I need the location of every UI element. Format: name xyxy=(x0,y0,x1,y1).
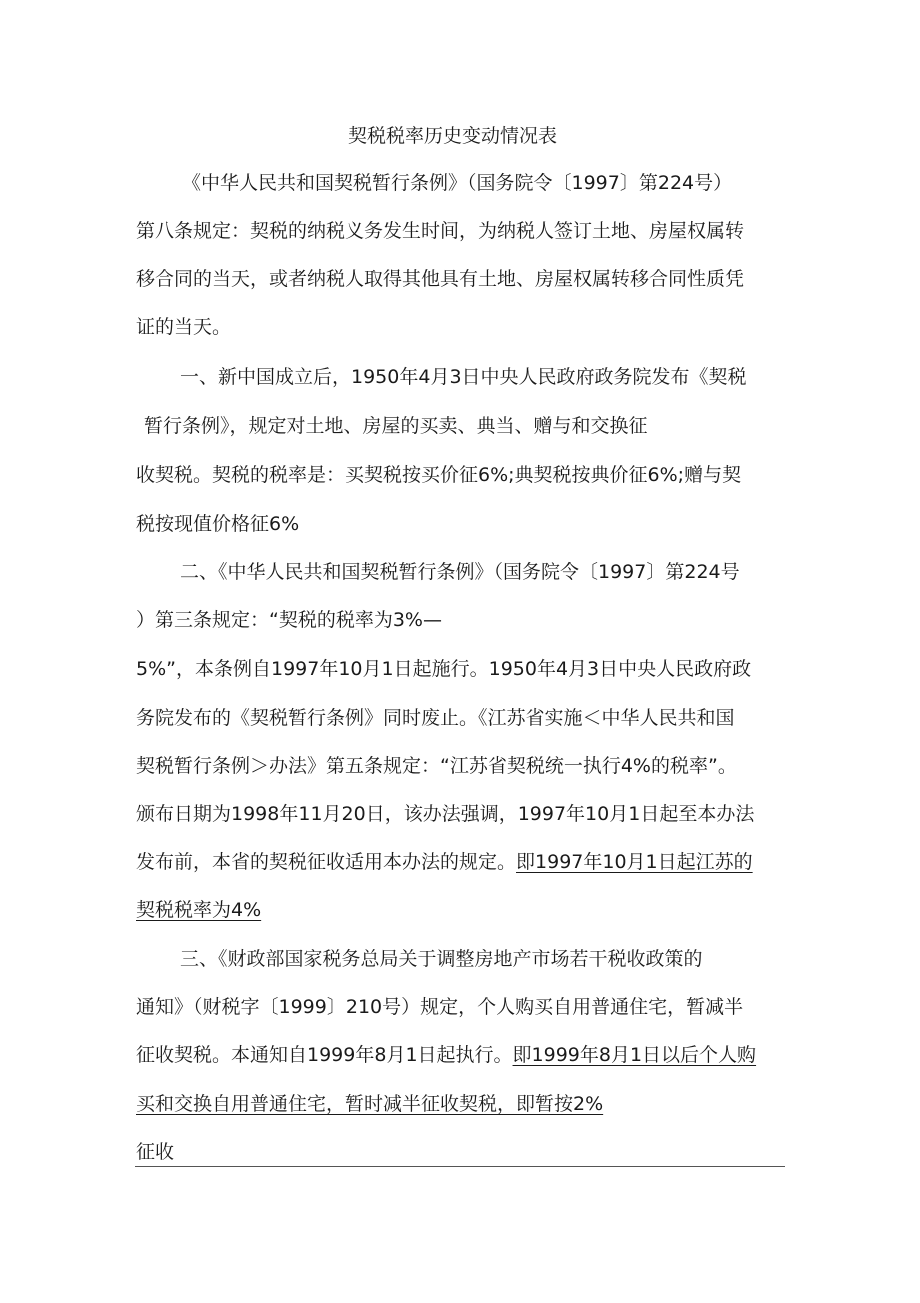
section2-line-3: 5%”，本条例自1997年10月1日起施行。1950年4月3日中央人民政府政 xyxy=(136,658,752,680)
section3-line-3 xyxy=(136,1042,756,1068)
section2-line-2: ）第三条规定：“契税的税率为3%— xyxy=(136,609,442,631)
section2-line-1: 二、《中华人民共和国契税暂行条例》（国务院令〔1997〕第224号 xyxy=(180,561,740,583)
intro-line-2: 第八条规定：契税的纳税义务发生时间，为纳税人签订土地、房屋权属转 xyxy=(136,220,745,242)
section2-line-5: 契税暂行条例＞办法》第五条规定：“江苏省契税统一执行4%的税率”。 xyxy=(136,755,737,777)
section3-line-4: 买和交换自用普通住宅，暂时减半征收契税，即暂按2% xyxy=(136,1093,604,1115)
section1-line-3: 收契税。契税的税率是：买契税按买价征6%;典契税按典价征6%;赠与契 xyxy=(136,464,742,486)
section1-line-4: 税按现值价格征6% xyxy=(136,513,300,535)
section2-highlight-text: 即1997年10月1日起江苏的 xyxy=(516,851,753,873)
section3-line-5: 征收 xyxy=(136,1141,175,1163)
section2-line-7 xyxy=(136,849,753,875)
document-title: 契税税率历史变动情况表 xyxy=(348,125,558,147)
section2-line-4: 务院发布的《契税暂行条例》同时废止。《江苏省实施＜中华人民共和国 xyxy=(136,707,735,729)
section3-line-3-text: 征收契税。本通知自1999年8月1日起执行。 xyxy=(136,1044,513,1066)
footer-divider xyxy=(135,1166,785,1167)
section3-highlight-text: 即1999年8月1日以后个人购 xyxy=(512,1044,757,1066)
section2-line-6: 颁布日期为1998年11月20日，该办法强调，1997年10月1日起至本办法 xyxy=(136,803,755,825)
intro-line-4: 证的当天。 xyxy=(136,316,232,338)
intro-line-3: 移合同的当天，或者纳税人取得其他具有土地、房屋权属转移合同性质凭 xyxy=(136,268,745,290)
section1-line-1: 一、新中国成立后，1950年4月3日中央人民政府政务院发布《契税 xyxy=(180,366,747,388)
intro-line-1: 《中华人民共和国契税暂行条例》（国务院令〔1997〕第224号） xyxy=(182,172,733,194)
section2-line-7-text: 发布前，本省的契税征收适用本办法的规定。 xyxy=(136,851,517,873)
section2-line-8: 契税税率为4% xyxy=(136,899,262,921)
section3-line-2: 通知》（财税字〔1999〕210号）规定，个人购买自用普通住宅，暂减半 xyxy=(136,996,744,1018)
section1-line-2: 暂行条例》，规定对土地、房屋的买卖、典当、赠与和交换征 xyxy=(144,415,648,437)
section3-line-1: 三、《财政部国家税务总局关于调整房地产市场若干税收政策的 xyxy=(180,948,703,970)
